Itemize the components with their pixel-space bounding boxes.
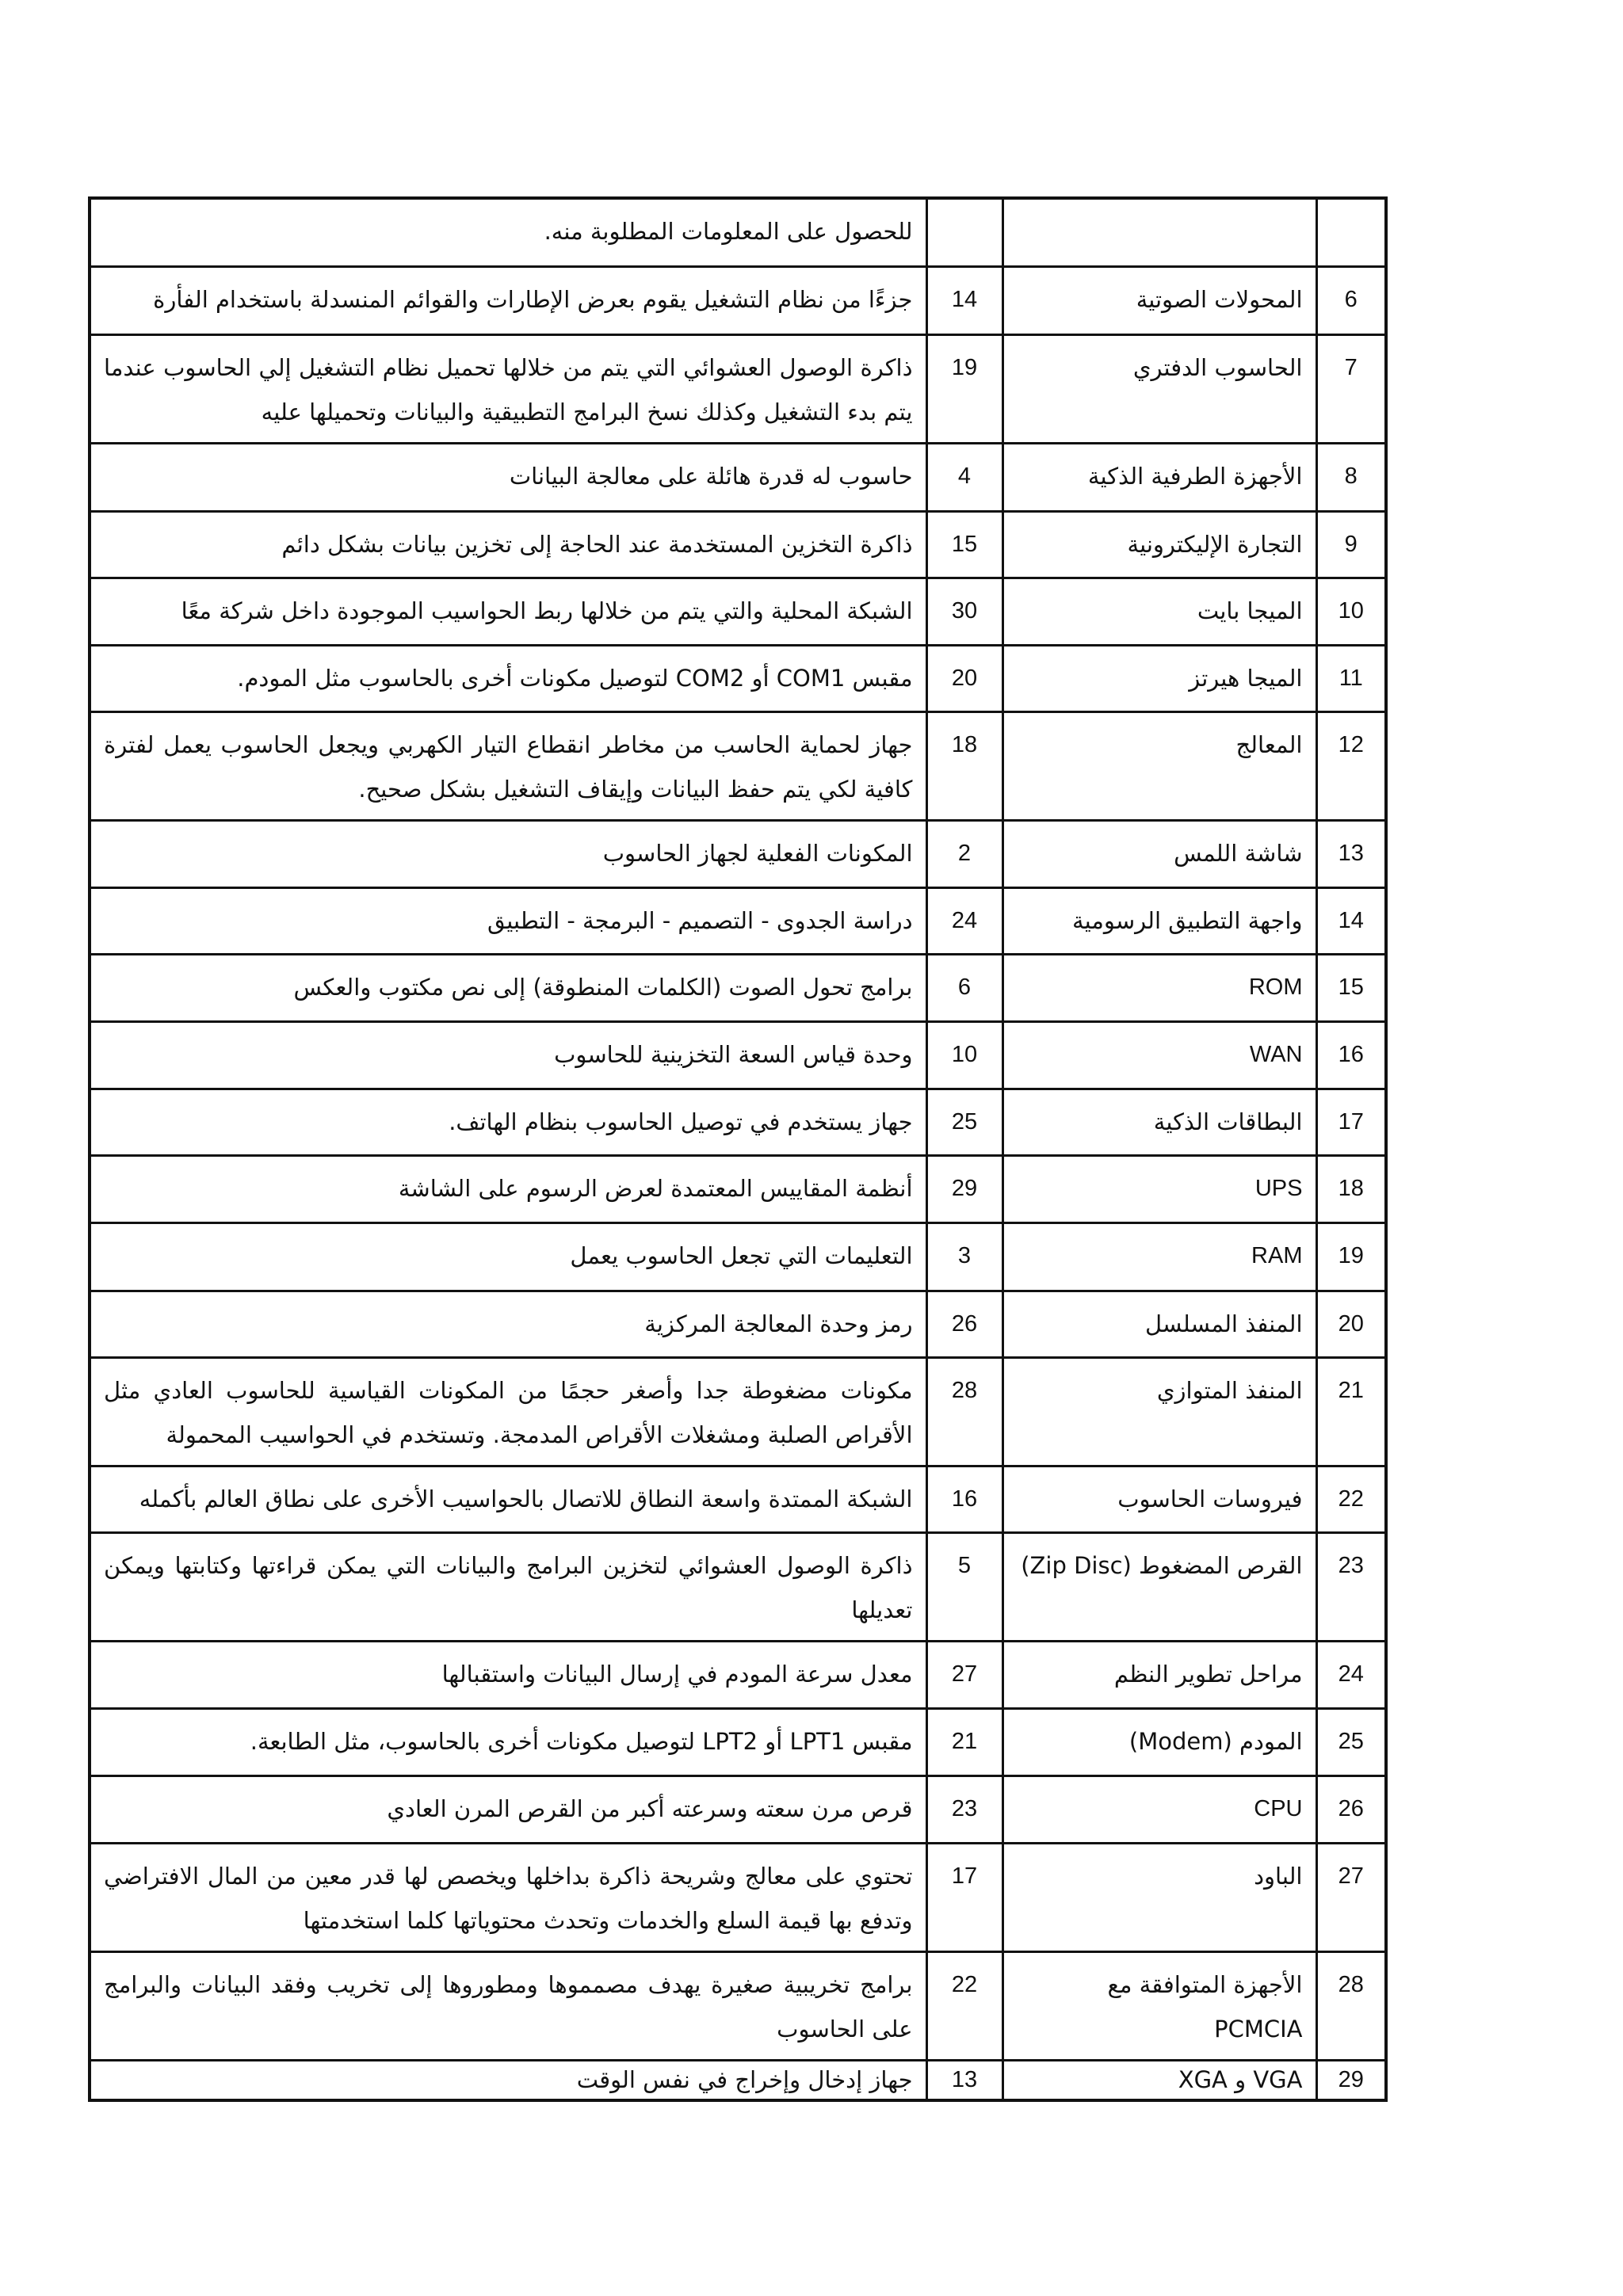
table-row xyxy=(90,1532,1386,1641)
row-number: 11 xyxy=(1316,645,1386,711)
answer-number: 6 xyxy=(926,954,1002,1021)
row-number: 25 xyxy=(1316,1708,1386,1775)
row-number: 27 xyxy=(1316,1843,1386,1951)
answer-number: 25 xyxy=(926,1089,1002,1155)
row-number: 26 xyxy=(1316,1775,1386,1843)
term-cell: واجهة التطبيق الرسومية xyxy=(1002,887,1316,954)
description-cell: جهاز إدخال وإخراج في نفس الوقت xyxy=(90,2060,926,2100)
row-number: 8 xyxy=(1316,443,1386,511)
row-number: 10 xyxy=(1316,578,1386,645)
description-cell: برامج تحول الصوت (الكلمات المنطوقة) إلى نص مكتوب والعكس xyxy=(90,954,926,1021)
table-row xyxy=(90,198,1386,266)
answer-number: 29 xyxy=(926,1155,1002,1222)
row-number: 6 xyxy=(1316,266,1386,334)
term-cell: الحاسوب الدفتري xyxy=(1002,334,1316,443)
table-row xyxy=(90,887,1386,954)
table-row xyxy=(90,1222,1386,1291)
row-number: 21 xyxy=(1316,1357,1386,1466)
answer-number: 10 xyxy=(926,1021,1002,1089)
table-row xyxy=(90,1155,1386,1222)
term-cell: القرص المضغوط (Zip Disc) xyxy=(1002,1532,1316,1641)
term-cell: المنفذ المتوازي xyxy=(1002,1357,1316,1466)
table-row xyxy=(90,1951,1386,2060)
answer-number: 13 xyxy=(926,2060,1002,2100)
table-row xyxy=(90,1775,1386,1843)
table-row xyxy=(90,1357,1386,1466)
description-cell: التعليمات التي تجعل الحاسوب يعمل xyxy=(90,1222,926,1291)
description-cell: جزءًا من نظام التشغيل يقوم بعرض الإطارات والقوائم المنسدلة باستخدام الفأرة xyxy=(90,266,926,334)
term-cell: مراحل تطوير النظم xyxy=(1002,1641,1316,1708)
row-number: 18 xyxy=(1316,1155,1386,1222)
term-cell: ROM xyxy=(1002,954,1316,1021)
row-number: 19 xyxy=(1316,1222,1386,1291)
row-number: 29 xyxy=(1316,2060,1386,2100)
term-cell: المودم (Modem) xyxy=(1002,1708,1316,1775)
table-row xyxy=(90,645,1386,711)
description-cell: الشبكة المحلية والتي يتم من خلالها ربط الحواسيب الموجودة داخل شركة معًا xyxy=(90,578,926,645)
description-cell: دراسة الجدوى - التصميم - البرمجة - التطبيق xyxy=(90,887,926,954)
term-cell: الأجهزة الطرفية الذكية xyxy=(1002,443,1316,511)
description-cell: للحصول على المعلومات المطلوبة منه. xyxy=(90,198,926,266)
description-cell: ذاكرة الوصول العشوائي لتخزين البرامج والبيانات التي يمكن قراءتها وكتابتها ويمكن تعديلها xyxy=(90,1532,926,1641)
row-number: 15 xyxy=(1316,954,1386,1021)
table-row xyxy=(90,443,1386,511)
term-cell: UPS xyxy=(1002,1155,1316,1222)
description-cell: رمز وحدة المعالجة المركزية xyxy=(90,1291,926,1357)
table-row xyxy=(90,266,1386,334)
row-number: 12 xyxy=(1316,711,1386,820)
table-row xyxy=(90,1089,1386,1155)
answer-number: 21 xyxy=(926,1708,1002,1775)
answer-number: 26 xyxy=(926,1291,1002,1357)
table-row xyxy=(90,1641,1386,1708)
table-row xyxy=(90,1466,1386,1532)
answer-number: 3 xyxy=(926,1222,1002,1291)
answer-number xyxy=(926,198,1002,266)
answer-number: 18 xyxy=(926,711,1002,820)
row-number: 20 xyxy=(1316,1291,1386,1357)
description-cell: مكونات مضغوطة جدا وأصغر حجمًا من المكونات القياسية للحاسوب العادي مثل الأقراص الصلبة ومشغلات الأقراص المدمجة. وتستخدم في الحواسيب المحمولة xyxy=(90,1357,926,1466)
description-cell: مقبس COM1 أو COM2 لتوصيل مكونات أخرى بالحاسوب مثل المودم. xyxy=(90,645,926,711)
table-row xyxy=(90,578,1386,645)
description-cell: معدل سرعة المودم في إرسال البيانات واستقبالها xyxy=(90,1641,926,1708)
term-cell: المنفذ المسلسل xyxy=(1002,1291,1316,1357)
answer-number: 14 xyxy=(926,266,1002,334)
table-row xyxy=(90,711,1386,820)
row-number: 7 xyxy=(1316,334,1386,443)
description-cell: تحتوي على معالج وشريحة ذاكرة بداخلها ويخصص لها قدر معين من المال الافتراضي وتدفع بها قيمة السلع والخدمات وتحدث محتوياتها كلما استخدمتها xyxy=(90,1843,926,1951)
table-row xyxy=(90,511,1386,578)
table-row xyxy=(90,2060,1386,2100)
table-row xyxy=(90,1708,1386,1775)
answer-number: 22 xyxy=(926,1951,1002,2060)
description-cell: قرص مرن سعته وسرعته أكبر من القرص المرن العادي xyxy=(90,1775,926,1843)
term-cell: الميجا هيرتز xyxy=(1002,645,1316,711)
description-cell: أنظمة المقاييس المعتمدة لعرض الرسوم على الشاشة xyxy=(90,1155,926,1222)
term-cell: الباود xyxy=(1002,1843,1316,1951)
description-cell: ذاكرة الوصول العشوائي التي يتم من خلالها تحميل نظام التشغيل إلي الحاسوب عندما يتم بدء التشغيل وكذلك نسخ البرامج التطبيقية والبيانات وتحميلها عليه xyxy=(90,334,926,443)
description-cell: جهاز يستخدم في توصيل الحاسوب بنظام الهاتف. xyxy=(90,1089,926,1155)
term-cell: RAM xyxy=(1002,1222,1316,1291)
answer-number: 24 xyxy=(926,887,1002,954)
term-cell: VGA و XGA xyxy=(1002,2060,1316,2100)
row-number: 17 xyxy=(1316,1089,1386,1155)
row-number: 28 xyxy=(1316,1951,1386,2060)
table-row xyxy=(90,1843,1386,1951)
term-cell: شاشة اللمس xyxy=(1002,820,1316,887)
term-cell: CPU xyxy=(1002,1775,1316,1843)
row-number: 22 xyxy=(1316,1466,1386,1532)
answer-number: 2 xyxy=(926,820,1002,887)
answer-number: 16 xyxy=(926,1466,1002,1532)
term-cell: المعالج xyxy=(1002,711,1316,820)
table-row xyxy=(90,1291,1386,1357)
row-number: 13 xyxy=(1316,820,1386,887)
matching-table xyxy=(88,196,1388,2102)
answer-number: 20 xyxy=(926,645,1002,711)
description-cell: ذاكرة التخزين المستخدمة عند الحاجة إلى تخزين بيانات بشكل دائم xyxy=(90,511,926,578)
table-row xyxy=(90,820,1386,887)
answer-number: 4 xyxy=(926,443,1002,511)
row-number: 14 xyxy=(1316,887,1386,954)
table-row xyxy=(90,954,1386,1021)
table-row xyxy=(90,1021,1386,1089)
term-cell: فيروسات الحاسوب xyxy=(1002,1466,1316,1532)
answer-number: 19 xyxy=(926,334,1002,443)
row-number: 24 xyxy=(1316,1641,1386,1708)
answer-number: 27 xyxy=(926,1641,1002,1708)
row-number: 9 xyxy=(1316,511,1386,578)
description-cell: حاسوب له قدرة هائلة على معالجة البيانات xyxy=(90,443,926,511)
description-cell: جهاز لحماية الحاسب من مخاطر انقطاع التيار الكهربي ويجعل الحاسوب يعمل لفترة كافية لكي يتم حفظ البيانات وإيقاف التشغيل بشكل صحيح. xyxy=(90,711,926,820)
answer-number: 28 xyxy=(926,1357,1002,1466)
description-cell: المكونات الفعلية لجهاز الحاسوب xyxy=(90,820,926,887)
term-cell xyxy=(1002,198,1316,266)
description-cell: وحدة قياس السعة التخزينية للحاسوب xyxy=(90,1021,926,1089)
term-cell: الميجا بايت xyxy=(1002,578,1316,645)
row-number: 23 xyxy=(1316,1532,1386,1641)
table-row xyxy=(90,334,1386,443)
term-cell: الأجهزة المتوافقة مع PCMCIA xyxy=(1002,1951,1316,2060)
answer-number: 5 xyxy=(926,1532,1002,1641)
answer-number: 23 xyxy=(926,1775,1002,1843)
term-cell: التجارة الإليكترونية xyxy=(1002,511,1316,578)
term-cell: البطاقات الذكية xyxy=(1002,1089,1316,1155)
row-number: 16 xyxy=(1316,1021,1386,1089)
term-cell: WAN xyxy=(1002,1021,1316,1089)
description-cell: مقبس LPT1 أو LPT2 لتوصيل مكونات أخرى بالحاسوب، مثل الطابعة. xyxy=(90,1708,926,1775)
description-cell: برامج تخريبية صغيرة يهدف مصمموها ومطوروها إلى تخريب وفقد البيانات والبرامج على الحاسوب xyxy=(90,1951,926,2060)
row-number xyxy=(1316,198,1386,266)
matching-table-body xyxy=(90,198,1386,2100)
term-cell: المحولات الصوتية xyxy=(1002,266,1316,334)
answer-number: 17 xyxy=(926,1843,1002,1951)
description-cell: الشبكة الممتدة واسعة النطاق للاتصال بالحواسيب الأخرى على نطاق العالم بأكمله xyxy=(90,1466,926,1532)
answer-number: 30 xyxy=(926,578,1002,645)
answer-number: 15 xyxy=(926,511,1002,578)
